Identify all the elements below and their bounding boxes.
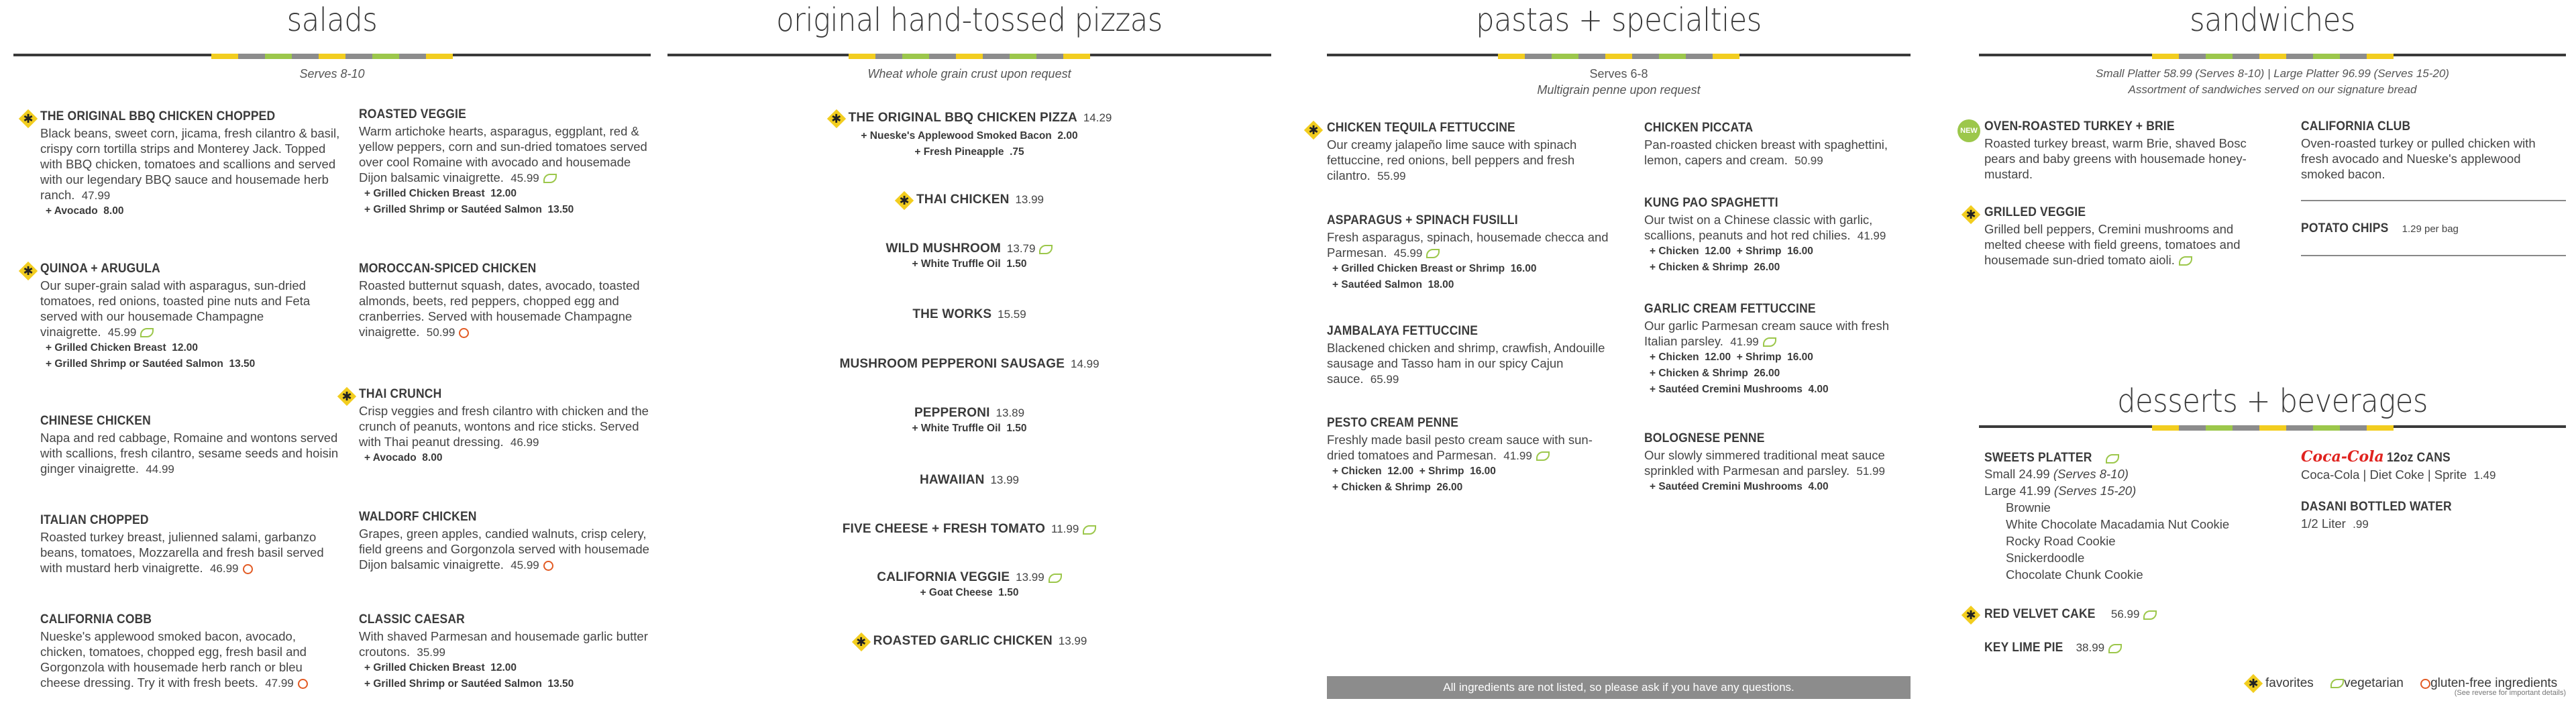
item-price: 13.79 (1006, 242, 1036, 255)
addon: + Goat Cheese 1.50 (920, 587, 1019, 598)
item-name: DASANI BOTTLED WATER (2301, 500, 2452, 514)
ingredients-notice: All ingredients are not listed, so please ask if you have any questions. (1327, 676, 1911, 699)
item-price: 13.99 (990, 474, 1020, 486)
item-description: Freshly made basil pesto cream sauce with sun-dried tomatoes and Parmesan. 41.99 (1327, 433, 1593, 462)
pizzas-title: original hand-tossed pizzas (776, 1, 1163, 39)
item-description: Grapes, green apples, candied walnuts, crisp celery, field greens and Gorgonzola served with housemade Dijon balsamic vinaigrette. 45.99 (359, 527, 649, 572)
palm-tree-icon: ✱ (895, 191, 914, 210)
pizza-item (667, 406, 1271, 437)
item-name: POTATO CHIPS (2301, 221, 2389, 235)
legend (2244, 674, 2566, 697)
addon: + Grilled Chicken Breast 12.00 (364, 662, 517, 673)
color-stripe (2152, 54, 2394, 59)
palm-tree-icon: ✱ (827, 109, 846, 128)
item-name: WILD MUSHROOM (885, 241, 1002, 256)
item-name: JAMBALAYA FETTUCCINE (1327, 324, 1479, 338)
menu-item (1966, 607, 2273, 622)
leaf-icon (140, 328, 154, 337)
leaf-icon (2330, 679, 2344, 688)
addon: + Grilled Shrimp or Sautéed Salmon 13.50 (364, 204, 574, 215)
desserts-rule (1979, 425, 2566, 428)
item-price: 45.99 (511, 559, 539, 572)
item-description: Black beans, sweet corn, jicama, fresh cilantro & basil, crispy corn tortilla strips and Monterey Jack. Topped with BBQ chicken, tomatoes and scallions and served with our legendary BBQ sauce and housemade herb ranch. 47.99 (40, 126, 340, 202)
sandwiches-subtitle: Small Platter 58.99 (Serves 8-10) | Large Platter 96.99 (Serves 15-20) Assortment of sandwiches served on our signature bread (2096, 67, 2449, 96)
menu-item (23, 109, 342, 219)
item-name: FIVE CHEESE + FRESH TOMATO (842, 522, 1046, 536)
item-description: Our slowly simmered traditional meat sauce sprinkled with Parmesan and parsley. 51.99 (1644, 448, 1885, 478)
legend-vegetarian: vegetarian (2344, 676, 2404, 691)
item-name: GRILLED VEGGIE (1984, 205, 2086, 219)
salads-section (13, 0, 651, 707)
addon: + Grilled Shrimp or Sautéed Salmon 13.50 (46, 358, 256, 370)
palm-tree-icon: ✱ (1962, 606, 1980, 624)
pastas-title: pastas + specialties (1476, 1, 1762, 39)
legend-favorites: favorites (2265, 676, 2314, 691)
item-name: OVEN-ROASTED TURKEY + BRIE (1984, 119, 2175, 133)
addon: + Sautéed Salmon 18.00 (1332, 279, 1454, 290)
item-name: ITALIAN CHOPPED (40, 513, 149, 527)
palm-tree-icon: ✱ (1962, 205, 1980, 224)
menu-item (1327, 416, 1615, 496)
menu-item (2301, 500, 2566, 532)
item-price: 13.99 (1058, 635, 1087, 648)
list-item: Brownie (2006, 500, 2051, 514)
pizza-item (667, 191, 1271, 210)
addon: + Grilled Chicken Breast or Shrimp 16.00 (1332, 263, 1537, 274)
pastas-section (1308, 0, 1911, 707)
item-price: 46.99 (209, 562, 239, 575)
circle-icon (243, 564, 253, 574)
item-price: 11.99 (1051, 523, 1079, 535)
item-price: 45.99 (1393, 247, 1423, 260)
addon: + White Truffle Oil 1.50 (912, 423, 1027, 434)
salads-subtitle: Serves 8-10 (299, 67, 365, 80)
addon: + Sautéed Cremini Mushrooms 4.00 (1650, 481, 1829, 492)
item-description: Fresh asparagus, spinach, housemade checca and Parmesan. 45.99 (1327, 230, 1609, 260)
menu-item (1960, 119, 2259, 182)
item-description: Oven-roasted turkey or pulled chicken with fresh avocado and Nueske's applewood smoked bacon. (2301, 136, 2536, 181)
item-name: CALIFORNIA COBB (40, 612, 152, 627)
new-badge-icon: NEW (1957, 119, 1980, 142)
menu-item (40, 414, 342, 477)
addon: + Avocado 8.00 (364, 452, 443, 464)
menu-item (2301, 221, 2566, 236)
item-name: CHICKEN PICCATA (1644, 121, 1754, 135)
leaf-icon (1039, 245, 1053, 254)
item-price: 15.59 (998, 308, 1026, 321)
sandwiches-rule (1979, 54, 2566, 56)
addon: + White Truffle Oil 1.50 (912, 258, 1027, 270)
menu-item (1966, 205, 2259, 268)
item-name: CHICKEN TEQUILA FETTUCCINE (1327, 121, 1515, 135)
addon: + Nueske's Applewood Smoked Bacon 2.00 (861, 130, 1078, 142)
legend-gluten-free: gluten-free ingredients (2430, 676, 2558, 691)
menu-item (359, 107, 661, 218)
leaf-icon (2179, 256, 2192, 266)
menu-item (23, 262, 342, 372)
item-price: 65.99 (1370, 373, 1399, 386)
leaf-icon (2108, 644, 2122, 653)
item-description: Napa and red cabbage, Romaine and wontons served with scallions, fresh cilantro, sesame seeds and hoisin ginger vinaigrette. 44.99 (40, 431, 339, 476)
item-description: Grilled bell peppers, Cremini mushrooms and melted cheese with field greens, tomatoes and housemade sun-dried tomato aioli. (1984, 222, 2241, 267)
item-description: Warm artichoke hearts, asparagus, eggplant, red & yellow peppers, corn and sun-dried tomatoes served over cool Romaine with avocado and housemade Dijon balsamic vinaigrette. 45.99 (359, 124, 647, 184)
menu-item (2301, 119, 2566, 182)
circle-icon (459, 328, 469, 338)
pizza-item (667, 522, 1271, 537)
item-price: 14.99 (1070, 358, 1099, 370)
item-name: THAI CHICKEN (916, 193, 1010, 207)
addon: + Chicken & Shrimp 26.00 (1650, 262, 1780, 273)
leaf-icon (2143, 610, 2157, 620)
coca-cola-logo: Coca-Cola (2301, 448, 2384, 466)
item-description: Pan-roasted chicken breast with spaghettini, lemon, capers and cream. 50.99 (1644, 138, 1888, 167)
addon: + Chicken & Shrimp 26.00 (1650, 368, 1780, 379)
leaf-icon (2106, 454, 2119, 464)
pizza-item (667, 241, 1271, 272)
sandwiches-title: sandwiches (2190, 1, 2355, 39)
item-description: Roasted turkey breast, warm Brie, shaved Bosc pears and baby greens with housemade honey-mustard. (1984, 136, 2247, 181)
color-stripe (849, 54, 1090, 59)
palm-tree-icon: ✱ (852, 633, 871, 651)
item-name: MOROCCAN-SPICED CHICKEN (359, 262, 537, 276)
item-price: 44.99 (146, 463, 174, 476)
menu-item (359, 612, 661, 692)
item-price: 13.89 (996, 406, 1025, 419)
menu-item (1644, 196, 1913, 276)
item-price: 13.99 (1016, 571, 1044, 584)
desserts-section (1979, 381, 2566, 428)
leaf-icon (1049, 574, 1062, 583)
item-price: 13.99 (1015, 193, 1044, 207)
item-name: BOLOGNESE PENNE (1644, 431, 1765, 445)
leaf-icon (1426, 249, 1440, 258)
menu-item (359, 510, 661, 573)
menu-item (40, 612, 342, 691)
pizza-item (667, 307, 1271, 322)
menu-item (1327, 324, 1615, 387)
divider (2301, 200, 2566, 201)
pizza-item (667, 473, 1271, 488)
color-stripe (211, 54, 453, 59)
menu-item (1327, 213, 1615, 293)
item-name: CALIFORNIA VEGGIE (877, 570, 1010, 584)
palm-tree-icon: ✱ (1304, 121, 1323, 140)
circle-icon (543, 561, 553, 571)
menu-item (359, 262, 661, 340)
item-price: 41.99 (1730, 335, 1759, 348)
item-name: THE WORKS (912, 307, 992, 321)
color-stripe (2152, 425, 2394, 431)
pizza-item (667, 109, 1271, 160)
palm-tree-icon: ✱ (19, 109, 38, 128)
list-item: Chocolate Chunk Cookie (2006, 567, 2143, 582)
addon: + Chicken 12.00 + Shrimp 16.00 (1332, 466, 1496, 477)
item-name: SWEETS PLATTER (1984, 451, 2092, 465)
item-name: MUSHROOM PEPPERONI SAUSAGE (839, 357, 1065, 371)
item-name: CLASSIC CAESAR (359, 612, 465, 627)
palm-tree-icon: ✱ (337, 387, 356, 406)
item-description: Roasted turkey breast, julienned salami, garbanzo beans, tomatoes, Mozzarella and fresh basil served with mustard herb vinaigrette. 46.99 (40, 530, 324, 575)
item-name: ROASTED GARLIC CHICKEN (873, 634, 1053, 649)
item-name: 12oz CANS (2387, 451, 2451, 465)
item-name: THE ORIGINAL BBQ CHICKEN CHOPPED (40, 109, 276, 123)
item-price: 1.49 (2473, 469, 2496, 482)
item-price: 55.99 (1377, 170, 1406, 182)
item-description: 1/2 Liter .99 (2301, 516, 2369, 531)
menu-item (1308, 121, 1615, 184)
addon: + Chicken 12.00 + Shrimp 16.00 (1650, 351, 1813, 363)
color-stripe (1498, 54, 1739, 59)
item-name: HAWAIIAN (919, 473, 985, 487)
item-price: 1.29 per bag (2402, 223, 2459, 235)
addon: + Grilled Shrimp or Sautéed Salmon 13.50 (364, 678, 574, 690)
menu-item (341, 387, 661, 466)
menu-item (1984, 451, 2273, 583)
item-price: .99 (2353, 518, 2369, 531)
list-item: Rocky Road Cookie (2006, 534, 2116, 548)
sweets-list (2006, 499, 2273, 583)
item-name: PESTO CREAM PENNE (1327, 416, 1459, 430)
menu-item (1644, 121, 1913, 168)
pizzas-subtitle: Wheat whole grain crust upon request (867, 67, 1071, 80)
pizzas-section (667, 0, 1271, 707)
item-description: Our garlic Parmesan cream sauce with fresh Italian parsley. 41.99 (1644, 319, 1889, 348)
item-price: 14.29 (1083, 111, 1112, 125)
item-name: THE ORIGINAL BBQ CHICKEN PIZZA (848, 111, 1077, 125)
salads-rule (13, 54, 651, 56)
item-description: Nueske's applewood smoked bacon, avocado, chicken, tomatoes, chopped egg, fresh basil and Gorgonzola with housemade herb ranch or bleu cheese dressing. Try it with fresh beets. 47.99 (40, 629, 307, 690)
item-name: ROASTED VEGGIE (359, 107, 466, 121)
pastas-subtitle: Serves 6-8 Multigrain penne upon request (1537, 67, 1701, 97)
item-name: PEPPERONI (914, 406, 990, 420)
leaf-icon (1083, 525, 1096, 535)
menu-item (1644, 431, 1913, 495)
leaf-icon (1536, 451, 1550, 461)
item-description: Our creamy jalapeño lime sauce with spinach fettuccine, red onions, bell peppers and fresh cilantro. 55.99 (1327, 138, 1577, 182)
leaf-icon (1763, 337, 1776, 347)
item-name: GARLIC CREAM FETTUCCINE (1644, 302, 1816, 316)
addon: + Avocado 8.00 (46, 205, 124, 217)
item-price: 46.99 (510, 436, 539, 449)
pastas-rule (1327, 54, 1911, 56)
pizza-item (667, 570, 1271, 601)
item-price: 35.99 (417, 646, 445, 659)
sweets-sizes: Small 24.99 (Serves 8-10) Large 41.99 (Serves 15-20) Brownie White Chocolate Macadamia Nut Cookie Rocky Road Cookie Snickerdoodle Chocolate Chunk Cookie (1984, 466, 2273, 583)
circle-icon (298, 679, 308, 689)
item-price: 41.99 (1857, 229, 1886, 242)
item-price: 56.99 (2110, 608, 2140, 620)
pizza-item (667, 633, 1271, 651)
item-name: QUINOA + ARUGULA (40, 262, 160, 276)
divider (2301, 255, 2566, 256)
menu-item (2301, 448, 2566, 483)
item-description: Blackened chicken and shrimp, crawfish, Andouille sausage and Tasso ham in our spicy Cajun sauce. 65.99 (1327, 341, 1605, 386)
item-name: KUNG PAO SPAGHETTI (1644, 196, 1778, 210)
sandwiches-section (1960, 0, 2566, 707)
palm-tree-icon: ✱ (2244, 674, 2263, 693)
item-price: 38.99 (2076, 641, 2105, 654)
addon: + Chicken & Shrimp 26.00 (1332, 482, 1463, 493)
item-name: ASPARAGUS + SPINACH FUSILLI (1327, 213, 1518, 227)
item-description: Roasted butternut squash, dates, avocado, toasted almonds, beets, red peppers, chopped egg and cranberries. Served with housemade Champagne vinaigrette. 50.99 (359, 278, 640, 339)
menu-item (1644, 302, 1913, 398)
circle-icon (2420, 679, 2430, 689)
desserts-title: desserts + beverages (2117, 382, 2428, 420)
menu-item (40, 513, 342, 576)
addon: + Sautéed Cremini Mushrooms 4.00 (1650, 384, 1829, 395)
list-item: Snickerdoodle (2006, 551, 2085, 565)
item-name: WALDORF CHICKEN (359, 510, 477, 524)
pizzas-rule (667, 54, 1271, 56)
item-price: 41.99 (1503, 449, 1532, 462)
addon: + Grilled Chicken Breast 12.00 (364, 188, 517, 199)
list-item: White Chocolate Macadamia Nut Cookie (2006, 517, 2230, 531)
menu-item (1984, 641, 2273, 655)
addon: + Grilled Chicken Breast 12.00 (46, 342, 199, 354)
item-description: Our twist on a Chinese classic with garlic, scallions, peanuts and hot red chilies. 41.99 (1644, 213, 1886, 242)
legend-note: (See reverse for important details) (2454, 689, 2566, 697)
addon: + Fresh Pineapple .75 (914, 146, 1024, 158)
addon: + Chicken 12.00 + Shrimp 16.00 (1650, 246, 1813, 257)
item-description: Coca-Cola | Diet Coke | Sprite 1.49 (2301, 468, 2496, 482)
item-name: THAI CRUNCH (359, 387, 442, 401)
leaf-icon (543, 174, 557, 183)
item-name: RED VELVET CAKE (1984, 607, 2096, 621)
item-price: 47.99 (265, 677, 294, 690)
item-price: 50.99 (1794, 154, 1823, 167)
item-name: KEY LIME PIE (1984, 641, 2063, 655)
item-price: 50.99 (426, 326, 455, 339)
item-price: 51.99 (1856, 465, 1885, 478)
item-price: 45.99 (511, 172, 539, 184)
item-price: 47.99 (81, 189, 111, 202)
item-description: Our super-grain salad with asparagus, sun-dried tomatoes, red onions, toasted pine nuts and Feta served with our housemade Champagne vinaigrette. 45.99 (40, 278, 311, 339)
palm-tree-icon: ✱ (19, 262, 38, 280)
item-description: Crisp veggies and fresh cilantro with chicken and the crunch of peanuts, wontons and rice sticks. Served with Thai peanut dressing. 46.99 (359, 404, 649, 449)
item-description: With shaved Parmesan and housemade garlic butter croutons. 35.99 (359, 629, 648, 659)
item-price: 45.99 (107, 326, 137, 339)
salads-title: salads (286, 1, 378, 39)
item-name: CHINESE CHICKEN (40, 414, 151, 428)
item-name: CALIFORNIA CLUB (2301, 119, 2411, 133)
pizza-item (667, 357, 1271, 372)
